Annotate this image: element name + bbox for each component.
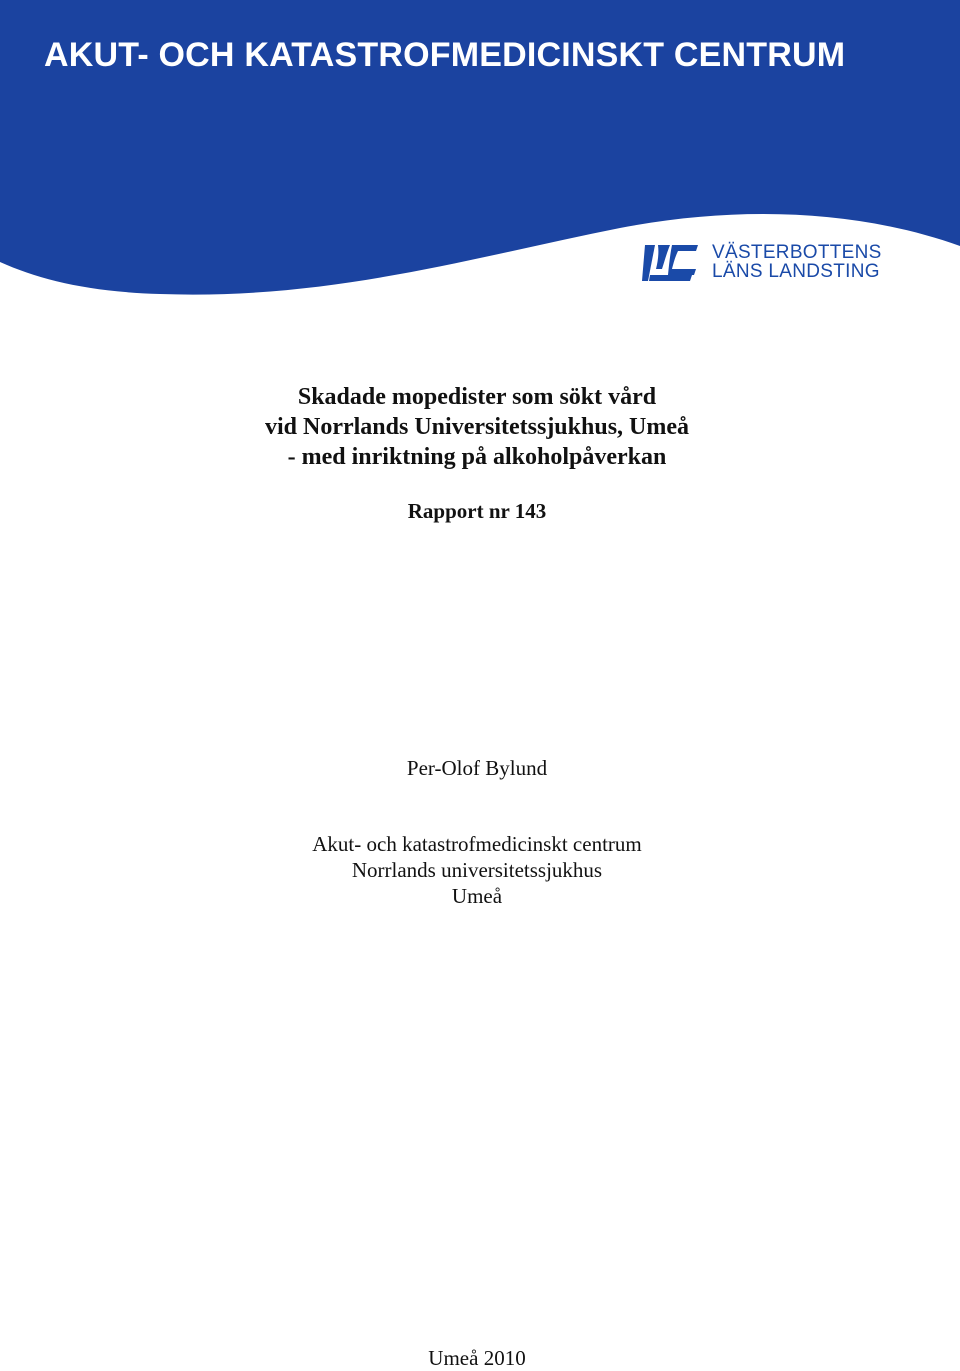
report-title-line-3: - med inriktning på alkoholpåverkan — [287, 444, 667, 470]
affiliation-line-3: Umeå — [451, 884, 503, 908]
author-name: Per-Olof Bylund — [406, 756, 548, 780]
report-title — [0, 382, 954, 472]
report-title-line-1: Skadade mopedister som sökt vård — [297, 384, 657, 410]
affiliation-line-2: Norrlands universitetssjukhus — [351, 858, 603, 882]
place-and-year: Umeå 2010 — [428, 1346, 526, 1370]
vasterbottens-lans-landsting-logo — [642, 243, 912, 283]
report-number: Rapport nr 143 — [407, 499, 547, 523]
author-affiliation — [0, 831, 954, 909]
logo-line-1: VÄSTERBOTTENS — [712, 242, 882, 263]
affiliation-line-1: Akut- och katastrofmedicinskt centrum — [312, 832, 642, 856]
logo-text — [712, 243, 882, 281]
center-name-heading: AKUT- OCH KATASTROFMEDICINSKT CENTRUM — [44, 36, 846, 74]
report-title-line-2: vid Norrlands Universitetssjukhus, Umeå — [264, 414, 690, 440]
logo-line-2: LÄNS LANDSTING — [712, 261, 880, 282]
landsting-logo-icon — [642, 245, 700, 281]
